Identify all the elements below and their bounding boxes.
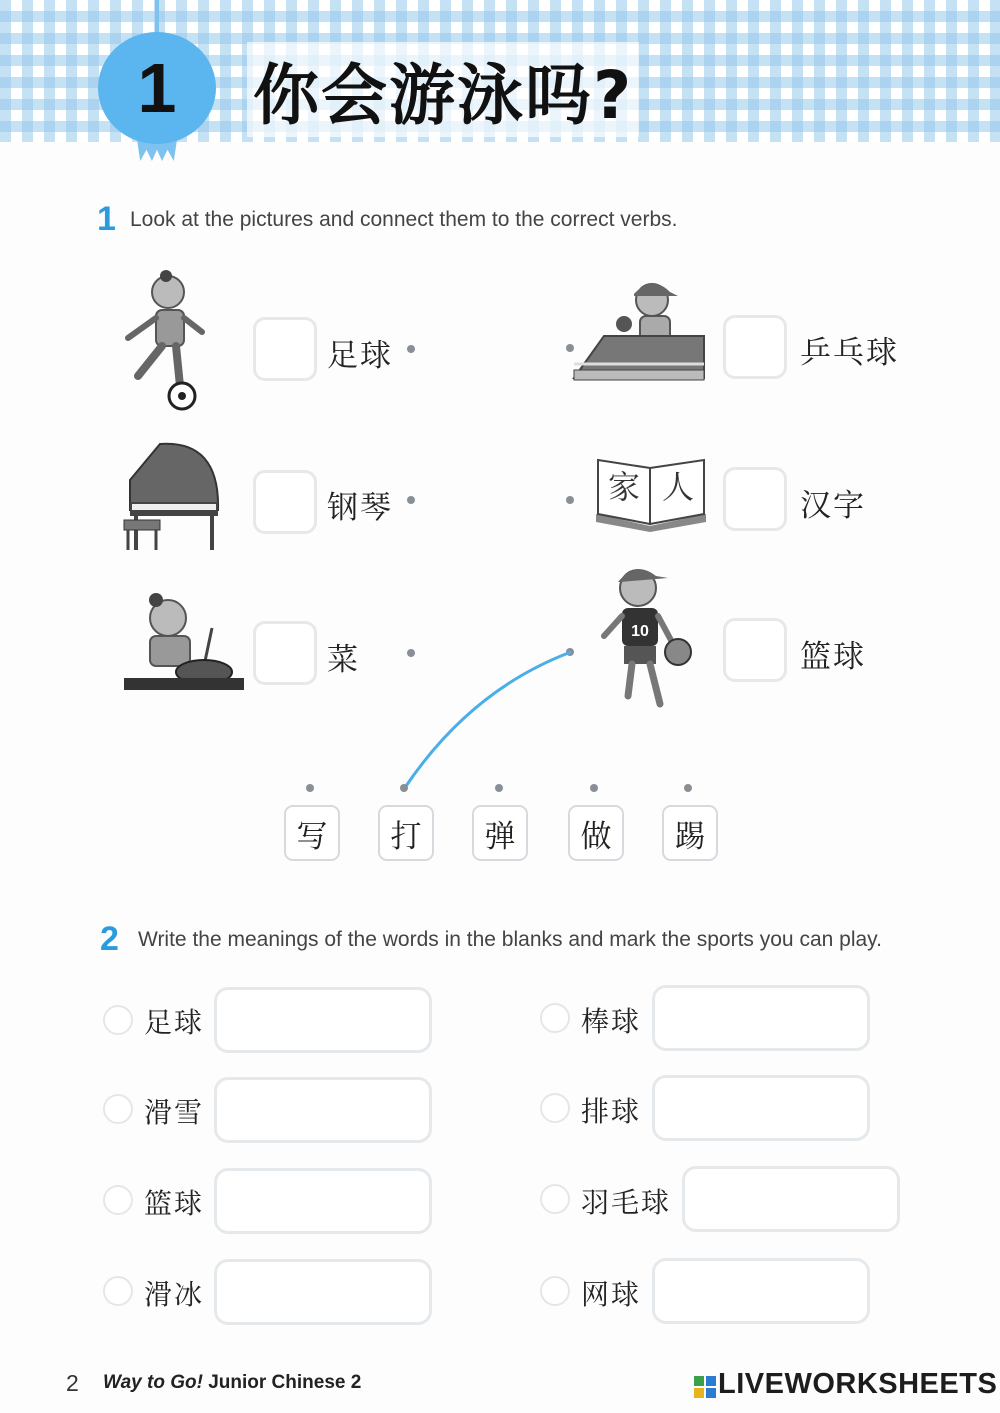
dot-characters[interactable]	[566, 496, 574, 504]
book-characters-picture	[592, 452, 710, 532]
answer-box-basketball[interactable]	[723, 618, 787, 682]
answer-box-table-tennis[interactable]	[723, 315, 787, 379]
verb-dot-write[interactable]	[306, 784, 314, 792]
word-football: 足球	[327, 338, 393, 374]
liveworksheets-watermark: LIVEWORKSHEETS	[718, 1368, 998, 1400]
blank-tennis[interactable]	[652, 1258, 870, 1324]
answer-box-characters[interactable]	[723, 467, 787, 531]
example-connection-line	[404, 652, 571, 789]
blank-badminton[interactable]	[682, 1166, 900, 1232]
blank-skating[interactable]	[214, 1259, 432, 1325]
verb-pluck: 弹	[472, 805, 528, 861]
blank-football[interactable]	[214, 987, 432, 1053]
word-dish: 菜	[327, 642, 360, 678]
dot-piano[interactable]	[407, 496, 415, 504]
answer-box-football[interactable]	[253, 317, 317, 381]
book-char-1: 家	[608, 468, 641, 506]
girl-cooking-picture	[122, 588, 246, 694]
checkbox-volleyball[interactable]	[540, 1093, 570, 1123]
blank-basketball[interactable]	[214, 1168, 432, 1234]
checkbox-football[interactable]	[103, 1005, 133, 1035]
word-table-tennis: 乒乓球	[800, 335, 899, 371]
verb-dot-play[interactable]	[400, 784, 408, 792]
verb-kick: 踢	[662, 805, 718, 861]
ex2-word-volleyball: 排球	[581, 1095, 642, 1128]
blank-skiing[interactable]	[214, 1077, 432, 1143]
ex2-word-tennis: 网球	[581, 1278, 642, 1311]
ex2-word-skating: 滑冰	[144, 1278, 205, 1311]
book-title	[103, 1372, 361, 1394]
lesson-title: 你会游泳吗?	[247, 42, 639, 137]
word-basketball: 篮球	[800, 639, 866, 675]
book-brand: Way to Go!	[103, 1372, 203, 1393]
word-characters: 汉字	[800, 488, 866, 524]
ex2-word-skiing: 滑雪	[144, 1096, 205, 1129]
blank-baseball[interactable]	[652, 985, 870, 1051]
exercise-2-instruction: Write the meanings of the words in the blanks and mark the sports you can play.	[138, 928, 882, 951]
ex2-word-football: 足球	[144, 1006, 205, 1039]
answer-box-dish[interactable]	[253, 621, 317, 685]
ex2-word-basketball: 篮球	[144, 1187, 205, 1220]
dot-football[interactable]	[407, 345, 415, 353]
book-name: Junior Chinese 2	[208, 1372, 362, 1393]
page-number: 2	[66, 1370, 79, 1396]
verb-dot-kick[interactable]	[684, 784, 692, 792]
answer-box-piano[interactable]	[253, 470, 317, 534]
blank-volleyball[interactable]	[652, 1075, 870, 1141]
verb-dot-pluck[interactable]	[495, 784, 503, 792]
checkbox-badminton[interactable]	[540, 1184, 570, 1214]
jersey-number: 10	[631, 623, 649, 640]
liveworksheets-logo-icon	[694, 1376, 716, 1398]
verb-dot-do[interactable]	[590, 784, 598, 792]
checkbox-skating[interactable]	[103, 1276, 133, 1306]
exercise-1-instruction: Look at the pictures and connect them to the correct verbs.	[130, 208, 678, 231]
checkbox-tennis[interactable]	[540, 1276, 570, 1306]
dot-basketball[interactable]	[566, 648, 574, 656]
checkbox-baseball[interactable]	[540, 1003, 570, 1033]
book-char-2: 人	[662, 468, 695, 506]
boy-basketball-picture	[598, 558, 696, 714]
exercise-1-number: 1	[97, 200, 116, 238]
exercise-2-number: 2	[100, 920, 119, 958]
ex2-word-baseball: 棒球	[581, 1005, 642, 1038]
checkbox-skiing[interactable]	[103, 1094, 133, 1124]
checkbox-basketball[interactable]	[103, 1185, 133, 1215]
piano-picture	[120, 440, 224, 556]
dot-table-tennis[interactable]	[566, 344, 574, 352]
verb-play: 打	[378, 805, 434, 861]
boy-table-tennis-picture	[568, 274, 710, 402]
dot-dish[interactable]	[407, 649, 415, 657]
girl-football-picture	[118, 268, 206, 412]
verb-do: 做	[568, 805, 624, 861]
ex2-word-badminton: 羽毛球	[581, 1186, 672, 1219]
verb-write: 写	[284, 805, 340, 861]
word-piano: 钢琴	[327, 490, 393, 526]
lesson-number-badge: 1	[98, 32, 216, 144]
